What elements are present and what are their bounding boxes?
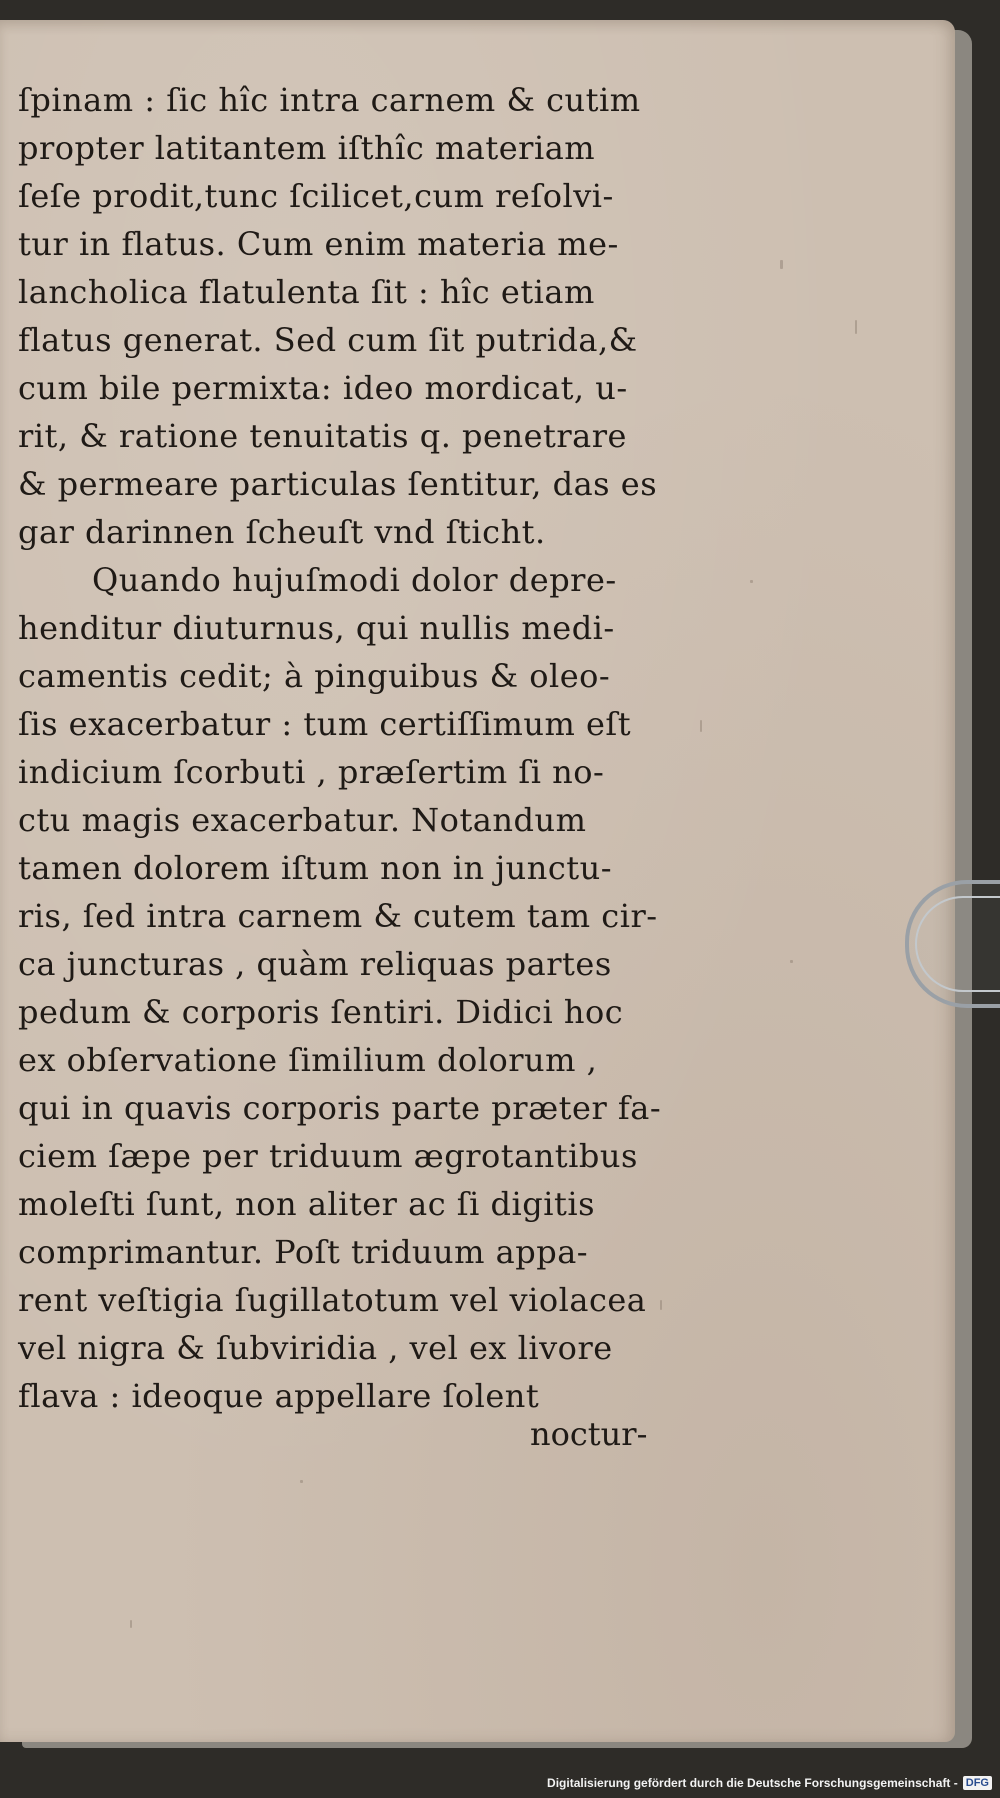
book-page	[0, 20, 955, 1742]
text-line: ex obſervatione ſimilium dolorum ,	[18, 1041, 598, 1079]
text-line: ctu magis exacerbatur. Notandum	[18, 801, 587, 839]
page-clip-inner-icon	[915, 896, 1000, 992]
digitization-credit	[547, 1772, 992, 1794]
text-line: ſpinam : ſic hîc intra carnem & cutim	[18, 81, 641, 119]
credit-text: Digitalisierung gefördert durch die Deutsche Forschungsgemeinschaft -	[547, 1776, 958, 1790]
paper-fleck	[300, 1480, 303, 1483]
text-line: tur in flatus. Cum enim materia me-	[18, 225, 619, 263]
paper-fleck	[780, 260, 783, 269]
text-line: tamen dolorem iſtum non in junctu-	[18, 849, 613, 887]
text-line: ca juncturas , quàm reliquas partes	[18, 945, 612, 983]
text-line: qui in quavis corporis parte præter fa-	[18, 1089, 662, 1127]
text-line: & permeare particulas ſentitur, das es	[18, 465, 658, 503]
text-line: camentis cedit; à pinguibus & oleo-	[18, 657, 611, 695]
text-line: indicium ſcorbuti , præſertim ſi no-	[18, 753, 605, 791]
dfg-logo-icon: DFG	[963, 1776, 992, 1790]
paper-fleck	[790, 960, 793, 963]
text-line: ciem ſæpe per triduum ægrotantibus	[18, 1137, 638, 1175]
text-line: flatus generat. Sed cum ſit putrida,&	[18, 321, 638, 359]
text-line: gar darinnen ſcheuſt vnd ſticht.	[18, 513, 546, 551]
paper-fleck	[130, 1620, 132, 1628]
text-line: rit, & ratione tenuitatis q. penetrare	[18, 417, 627, 455]
text-line: moleſti ſunt, non aliter ac ſi digitis	[18, 1185, 595, 1223]
text-line: pedum & corporis ſentiri. Didici hoc	[18, 993, 624, 1031]
paper-fleck	[855, 320, 857, 334]
text-line: rent veſtigia ſugillatotum vel violacea	[18, 1281, 647, 1319]
catchword: noctur-	[530, 1415, 648, 1453]
text-line: ris, ſed intra carnem & cutem tam cir-	[18, 897, 658, 935]
text-line: lancholica flatulenta ſit : hîc etiam	[18, 273, 595, 311]
body-text	[18, 76, 718, 1420]
text-line: ſis exacerbatur : tum certiſſimum eſt	[18, 705, 632, 743]
text-line: flava : ideoque appellare ſolent	[18, 1377, 540, 1415]
text-line: henditur diuturnus, qui nullis medi-	[18, 609, 615, 647]
paragraph-start-line: Quando hujuſmodi dolor depre-	[92, 561, 617, 599]
text-line: vel nigra & ſubviridia , vel ex livore	[18, 1329, 613, 1367]
text-line: comprimantur. Poſt triduum appa-	[18, 1233, 589, 1271]
text-line: cum bile permixta: ideo mordicat, u-	[18, 369, 628, 407]
text-line: ſeſe prodit,tunc ſcilicet,cum reſolvi-	[18, 177, 614, 215]
paper-fleck	[750, 580, 753, 583]
text-line: propter latitantem iſthîc materiam	[18, 129, 596, 167]
